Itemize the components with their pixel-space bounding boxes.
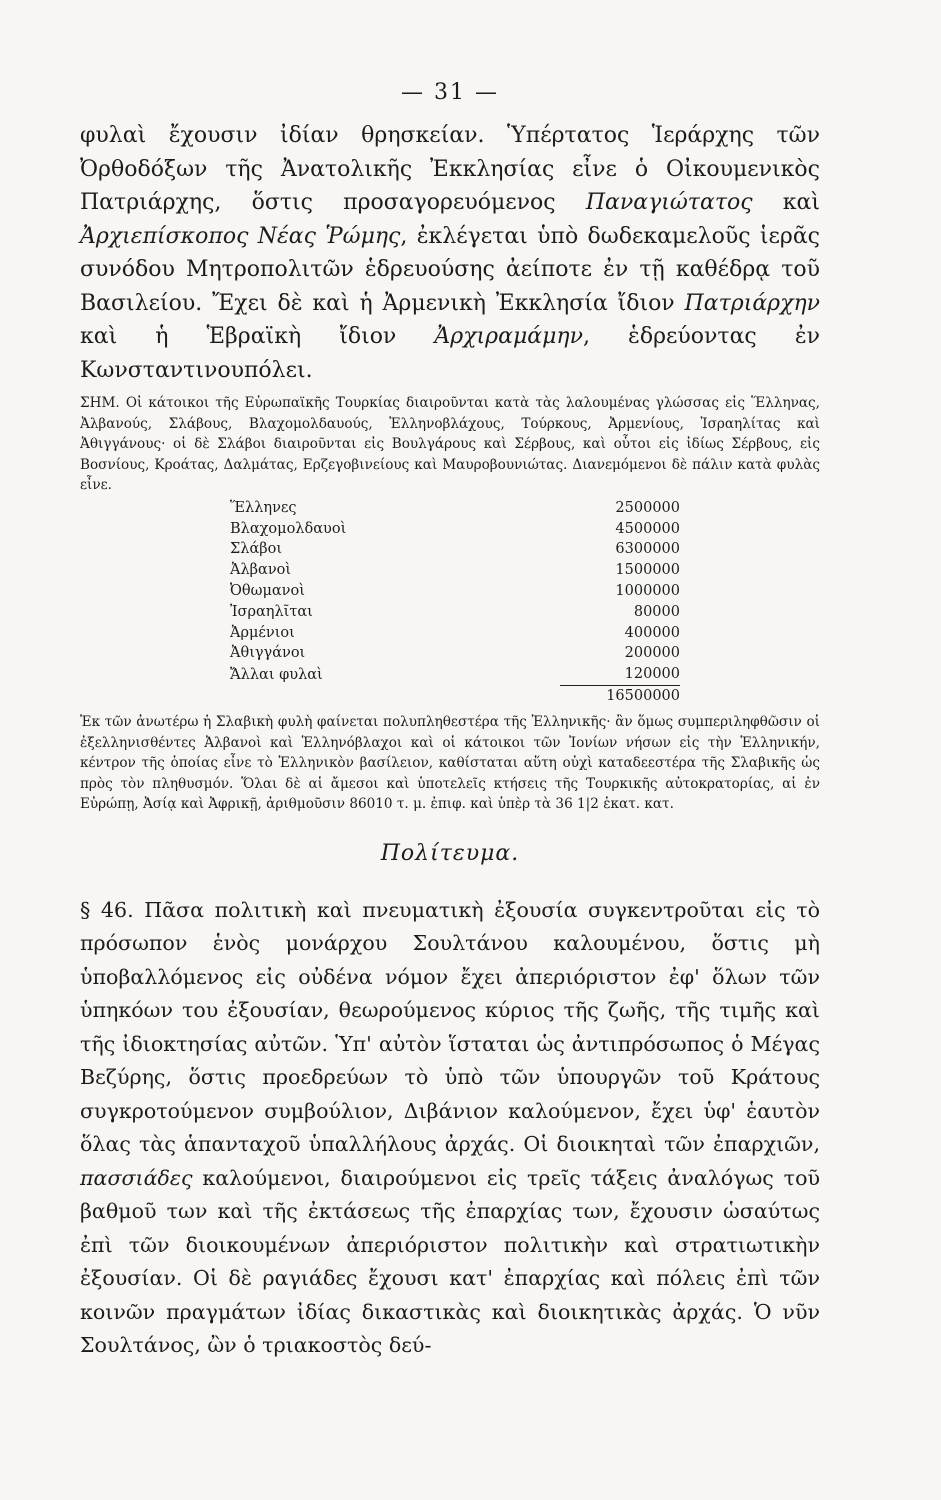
population-name: Ἰσραηλῖται: [230, 603, 313, 620]
total-row: [230, 685, 680, 706]
population-row: [230, 560, 680, 581]
text-run: , ἑδρεύοντας ἐν Κωνσταντινουπόλει.: [80, 324, 821, 383]
population-table: [230, 498, 680, 707]
population-value: 1000000: [615, 583, 680, 600]
italic-run: Πατριάρχην: [684, 290, 820, 316]
population-name: Σλάβοι: [230, 541, 283, 558]
italic-run: Ἀρχιεπίσκοπος Νέας Ῥώμης: [80, 223, 401, 249]
population-value: 120000: [624, 666, 680, 683]
population-row: [230, 622, 680, 643]
text-run: § 46. Πᾶσα πολιτικὴ καὶ πνευματικὴ ἐξουσία συγκεντροῦται εἰς τὸ πρόσωπον ἑνὸς μονάρχου Σουλτάνου καλουμένου, ὅστις μὴ ὑποβαλλόμενος εἰς οὐδένα νόμον ἔχει ἀπεριόριστον ἐφ' ὅλων τῶν ὑπηκόων του ἐξουσίαν, θεωρούμενος κύριος τῆς ζωῆς, τῆς τιμῆς καὶ τῆς ἰδιοκτησίας αὐτῶν. Ὑπ' αὐτὸν ἵσταται ὡς ἀντιπρόσωπος ὁ Μέγας Βεζύρης, ὅστις προεδρεύων τὸ ὑπὸ τῶν ὑπουργῶν τοῦ Κράτους συγκροτούμενον συμβούλιον, Διβάνιον καλούμενον, ἔχει ὑφ' ἑαυτὸν ὅλας τὰς ἁπανταχοῦ ὑπαλλήλους ἀρχάς. Οἱ διοικηταὶ τῶν ἐπαρχιῶν,: [80, 897, 820, 1157]
population-value: 6300000: [615, 541, 680, 558]
population-name: Ἄλλαι φυλαὶ: [230, 666, 323, 683]
italic-run: Ἀρχιραμάμην: [434, 324, 583, 349]
population-value: 400000: [624, 624, 680, 641]
population-name: Ἀλβανοὶ: [230, 562, 292, 579]
text-run: καὶ ἡ Ἑβραϊκὴ ἴδιον: [80, 324, 435, 349]
population-value: 1500000: [615, 562, 680, 579]
population-value: 80000: [633, 603, 680, 620]
population-row: [230, 643, 680, 664]
text-run: καλούμενοι, διαιρούμενοι εἰς τρεῖς τάξεις ἀναλόγως τοῦ βαθμοῦ των καὶ τῆς ἐκτάσεως τῆς ἐπαρχίας των, ἔχουσιν ὡσαύτως ἐπὶ τῶν διοικουμένων ἀπεριόριστον πολιτικὴν καὶ στρατιωτικὴν ἐξουσίαν. Οἱ δὲ ραγιάδες ἔχουσι κατ' ἐπαρχίας καὶ πόλεις ἐπὶ τῶν κοινῶν πραγμάτων ἰδίας δικαστικὰς καὶ διοικητικὰς ἀρχάς. Ὁ νῦν Σουλτάνος, ὢν ὁ τριακοστὸς δεύ-: [80, 1165, 820, 1358]
population-total: 16500000: [560, 685, 680, 706]
page: [80, 80, 820, 1363]
population-row: [230, 518, 680, 539]
paragraph-government: [80, 894, 820, 1363]
paragraph-religion: [80, 119, 820, 387]
italic-run: πασσιάδες: [80, 1165, 193, 1190]
text-run: καὶ: [752, 190, 820, 215]
population-row: [230, 539, 680, 560]
population-value: 2500000: [615, 499, 680, 516]
section-heading: Πολίτευμα.: [380, 840, 520, 866]
population-row: [230, 581, 680, 602]
italic-run: Παναγιώτατος: [585, 190, 753, 215]
population-name: Ἀθιγγάνοι: [230, 645, 306, 662]
population-name: Ὀθωμανοὶ: [230, 583, 305, 600]
population-name: Ἕλληνες: [230, 499, 297, 516]
footnote-comparison: Ἐκ τῶν ἀνωτέρω ἡ Σλαβικὴ φυλὴ φαίνεται πολυπληθεστέρα τῆς Ἑλληνικῆς· ἂν ὅμως συμπεριληφθῶσιν οἱ ἐξελληνισθέντες Ἀλβανοὶ καὶ Ἑλληνόβλαχοι καὶ οἱ κάτοικοι τῶν Ἰονίων νήσων εἰς τὴν Ἑλληνικήν, κέντρον τῆς ὁποίας εἶνε τὸ Ἑλληνικὸν βασίλειον, καθίσταται αὕτη οὐχὶ καταδεεστέρα τῆς Σλαβικῆς ὡς πρὸς τὸν πληθυσμόν. Ὅλαι δὲ αἱ ἄμεσοι καὶ ὑποτελεῖς κτήσεις τῆς Τουρκικῆς αὐτοκρατορίας, αἱ ἐν Εὐρώπῃ, Ἀσίᾳ καὶ Ἀφρικῇ, ἀριθμοῦσιν 86010 τ. μ. ἐπιφ. καὶ ὑπὲρ τὰ 36 1|2 ἑκατ. κατ.: [80, 714, 820, 813]
text-run: φυλαὶ ἔχουσιν ἰδίαν θρησκείαν. Ὑπέρτατος Ἱεράρχης τῶν Ὀρθοδόξων τῆς Ἀνατολικῆς Ἐκκλησίας εἶνε ὁ Οἰκουμενικὸς Πατριάρχης, ὅστις προσαγορευόμενος: [80, 123, 820, 215]
population-row: [230, 498, 680, 519]
population-name: Βλαχομολδαυοὶ: [230, 520, 347, 537]
population-value: 4500000: [615, 520, 680, 537]
footnote-population: ΣΗΜ. Οἱ κάτοικοι τῆς Εὐρωπαϊκῆς Τουρκίας διαιροῦνται κατὰ τὰς λαλουμένας γλώσσας εἰς Ἕλληνας, Ἀλβανούς, Σλάβους, Βλαχομολδαυούς, Ἑλληνοβλάχους, Τούρκους, Ἀρμενίους, Ἰσραηλίτας καὶ Ἀθιγγάνους· οἱ δὲ Σλάβοι διαιροῦνται εἰς Βουλγάρους καὶ Σέρβους, καὶ οὗτοι εἰς ἰδίως Σέρβους, εἰς Βοσνίους, Κροάτας, Δαλμάτας, Ερζεγοβινείους καὶ Μαυροβουνιώτας. Διανεμόμενοι δὲ πάλιν κατὰ φυλὰς εἶνε.: [80, 395, 820, 493]
population-row: [230, 664, 680, 685]
text-run: , ἐκλέγεται ὑπὸ δωδεκαμελοῦς ἱερᾶς συνόδου Μητροπολιτῶν ἑδρευούσης ἀείποτε ἐν τῇ καθέδρᾳ τοῦ Βασιλείου. Ἔχει δὲ καὶ ἡ Ἀρμενικὴ Ἐκκλησία ἴδιον: [80, 223, 820, 316]
page-number: — 31 —: [401, 80, 499, 105]
population-name: Ἀρμένιοι: [230, 624, 295, 641]
population-row: [230, 601, 680, 622]
population-value: 200000: [624, 645, 680, 662]
